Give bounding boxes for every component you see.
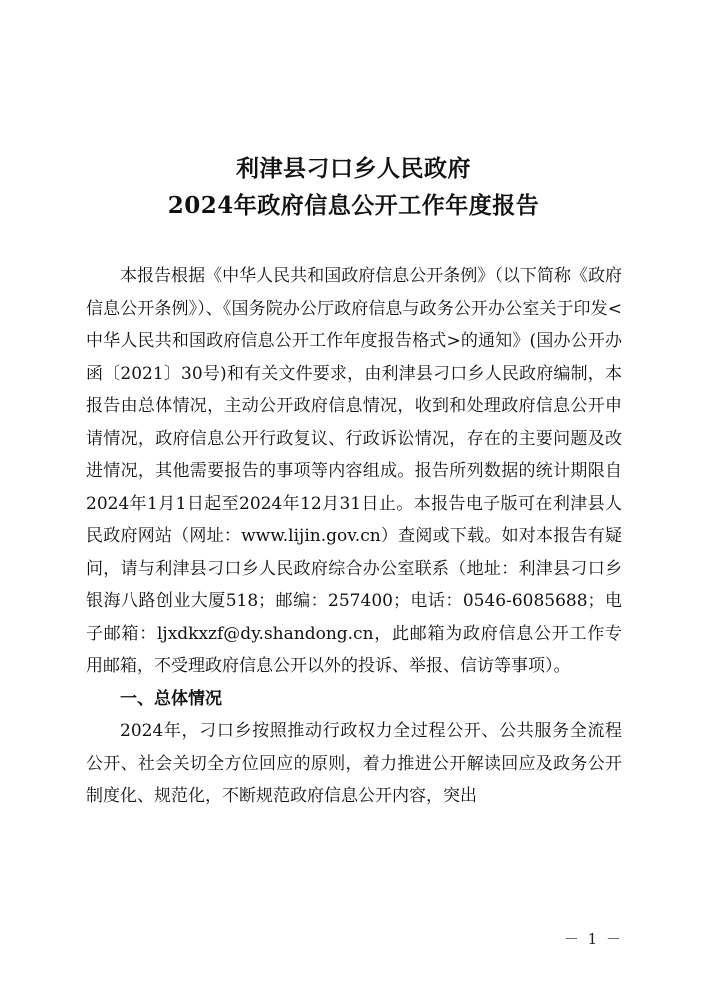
overview-paragraph: 2024年，刁口乡按照推动行政权力全过程公开、公共服务全流程公开、社会关切全方位回应的原则，着力推进公开解读回应及政务公开制度化、规范化，不断规范政府信息公开内容，突出 <box>86 721 622 806</box>
page-number: － 1 － <box>563 930 623 948</box>
title-line-2: 2024年政府信息公开工作年度报告 <box>167 192 540 219</box>
page-title <box>0 150 707 224</box>
title-line-1: 利津县刁口乡人民政府 <box>236 155 471 182</box>
intro-paragraph: 本报告根据《中华人民共和国政府信息公开条例》（以下简称《政府信息公开条例》）、《国务院办公厅政府信息与政务公开办公室关于印发<中华人民共和国政府信息公开工作年度报告格式>的通知》(国办公开办函〔2021〕30号)和有关文件要求，由利津县刁口乡人民政府编制，本报告由总体情况，主动公开政府信息情况，收到和处理政府信息公开申请情况，政府信息公开行政复议、行政诉讼情况，存在的主要问题及改进情况，其他需要报告的事项等内容组成。报告所列数据的统计期限自2024年1月1日起至2024年12月31日止。本报告电子版可在利津县人民政府网站（网址：www.lijin.gov.cn）查阅或下载。如对本报告有疑问，请与利津县刁口乡人民政府综合办公室联系（地址：利津县刁口乡银海八路创业大厦518；邮编：257400；电话：0546-6085688；电子邮箱：ljxdkxzf@dy.shandong.cn，此邮箱为政府信息公开工作专用邮箱，不受理政府信息公开以外的投诉、举报、信访等事项）。 <box>86 266 622 676</box>
section-heading-overview: 一、总体情况 <box>120 688 222 709</box>
report-body <box>86 260 622 813</box>
